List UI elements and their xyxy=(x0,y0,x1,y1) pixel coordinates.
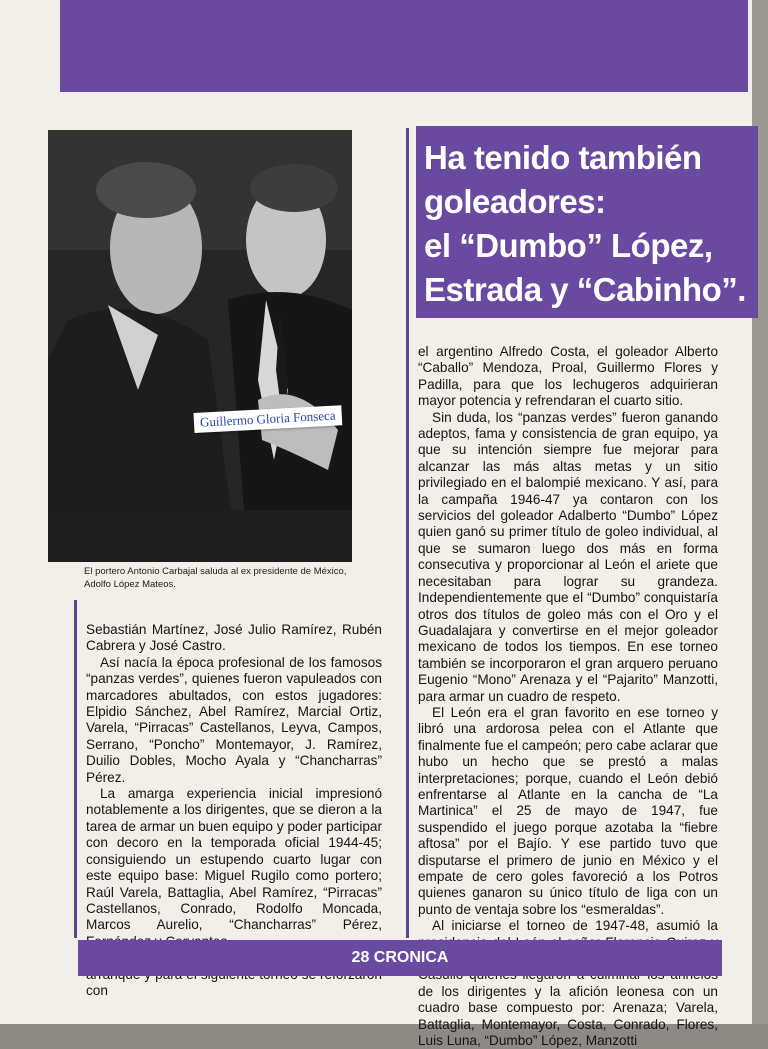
page-number: 28 CRONICA xyxy=(351,949,449,966)
paragraph: el argentino Alfredo Costa, el goleador Alberto “Caballo” Mendoza, Proal, Guillermo Flores y Padilla, para que los lechugeros adquirieran mayor potencia y refrendaran el cuarto sitio. xyxy=(418,344,718,409)
headline-line: Ha tenido también xyxy=(424,139,702,176)
article-headline xyxy=(424,136,754,312)
paragraph: con xyxy=(86,982,108,998)
left-margin-rule xyxy=(74,600,77,938)
page-frame xyxy=(68,92,744,128)
paragraph: Al iniciarse el torneo de 1947-48, asumió la de los dirigentes y la afición leonesa con un cuadro base compuesto por: Arenaza; Varela, Battaglia, Montemayor, Costa, Conrado, Flores, Luis Luna, “Dumbo” López, Manzotti xyxy=(418,918,718,1049)
top-color-band xyxy=(60,0,748,92)
photo-image xyxy=(48,130,352,562)
news-photo xyxy=(48,130,352,562)
paragraph: La amarga experiencia inicial impresionó notablemente a los dirigentes, que se dieron a la tarea de armar un buen equipo y poder participar con decoro en la temporada oficial 1944-45; consiguiendo un estupendo cuarto lugar con este equipo base: Miguel Rugilo como portero; Raúl Varela, Battaglia, Abel Ramírez, “Pirracas” Castellanos, Conrado, Rodolfo Moncada, Marcos Aurelio, “Chancharras” Pérez, xyxy=(86,786,382,933)
paragraph: Así nacía la época profesional de los famosos “panzas verdes”, quienes fueron vapuleados con marcadores abultados, con estos jugadores: Elpidio Sánchez, Abel Ramírez, Marcial Ortiz, Varela, “Pirracas” Castellanos, Leyva, Campos, Serrano, “Poncho” Montemayor, J. Ramírez, Duilio Dobles, Mocho Ayala y “Chancharras” Pérez. xyxy=(86,654,382,785)
paragraph: El León era el gran favorito en ese torneo y libró una ardorosa pelea con el Atlante que finalmente fue el campeón; pero cabe aclarar que hubo un hecho que se prestó a malas interpretaciones; porque, cuando el León debió enfrentarse al Atlante en la cancha de “La Martinica” el 25 de mayo de 1947, fue suspendido el juego porque azotaba la “fiebre aftosa” por el Bajío. Y ese partido tuvo que disputarse el primero de junio en México y el empate de cero goles favoreció a los Potros quienes ganaron su único título de liga con un punto de ventaja sobre los “esmeraldas”. xyxy=(418,704,718,917)
headline-line: Estrada y “Cabinho”. xyxy=(424,271,746,308)
paragraph: Sin duda, los “panzas verdes” fueron ganando adeptos, fama y consistencia de gran equipo, ya que su intención siempre fue mejorar para alcanzar las más altas metas y un sitio privilegiado en el balompié mexicano. Y así, para la campaña 1946-47 ya contaron con los servicios del goleador Adalberto “Dumbo” López quien ganó su primer título de goleo individual, al que se sumaron luego dos más en forma consecutiva y proporcionar al León el ariete que necesitaban para lograr su grandeza. Independientemente que el “Dumbo” conquistaría otros dos títulos de goleo más con el Oro y el Guadalajara y convertirse en el mejor goleador mexicano de todos los tiempos. En ese torneo también se incorporaron el gran arquero peruano Eugenio “Mono” Arenaza y el “Pajarito” Manzotti, para armar un cuadro de respeto. xyxy=(418,409,718,704)
column-divider xyxy=(406,128,409,938)
photo-credit-sticker: Guillermo Gloria Fonseca xyxy=(193,405,342,433)
photo-caption: El portero Antonio Carbajal saluda al ex presidente de México, Adolfo López Mateos. xyxy=(84,566,347,590)
headline-line: goleadores: xyxy=(424,183,606,220)
headline-line: el “Dumbo” López, xyxy=(424,227,713,264)
paragraph: Sebastián Martínez, José Julio Ramírez, Rubén Cabrera y José Castro. xyxy=(86,622,382,654)
